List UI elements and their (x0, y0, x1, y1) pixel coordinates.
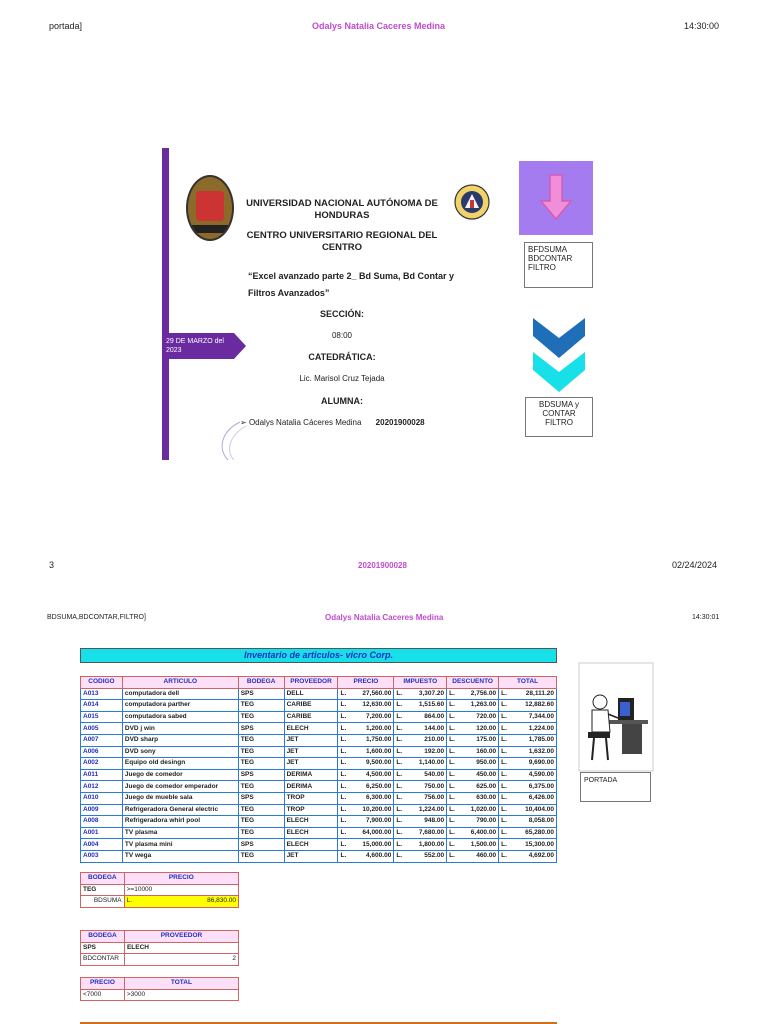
cell-articulo[interactable]: computadora dell (122, 688, 238, 700)
table-row[interactable] (81, 816, 557, 828)
col-precio[interactable]: PRECIO (338, 677, 394, 689)
chevron-down-icon[interactable] (533, 318, 585, 392)
cell-total[interactable]: 1,632.00 (508, 746, 557, 758)
cell-precio[interactable]: 1,200.00 (347, 723, 394, 735)
cell-currency: L. (394, 688, 403, 700)
cell-currency: L. (394, 723, 403, 735)
cell-descuento[interactable]: 120.00 (456, 723, 499, 735)
cell-currency: L. (447, 839, 456, 851)
cell-articulo[interactable]: DVD sharp (122, 734, 238, 746)
cell-articulo[interactable]: Juego de comedor (122, 769, 238, 781)
page1-header-author: Odalys Natalia Caceres Medina (312, 21, 446, 31)
bdsuma-text-box[interactable]: BDSUMA y CONTAR FILTRO (525, 397, 593, 437)
cell-codigo[interactable]: A008 (81, 816, 123, 828)
cell-articulo[interactable]: Refrigeradora General electric (122, 804, 238, 816)
cell-descuento[interactable]: 625.00 (456, 781, 499, 793)
cell-currency: L. (447, 688, 456, 700)
cell-bodega[interactable]: TEG (238, 700, 284, 712)
table-row[interactable] (81, 746, 557, 758)
cur-logo-icon (452, 182, 492, 222)
cell-impuesto[interactable]: 210.00 (403, 734, 447, 746)
cell-currency: L. (394, 839, 403, 851)
cell-total[interactable]: 28,111.20 (508, 688, 557, 700)
cell-descuento[interactable]: 1,263.00 (456, 700, 499, 712)
table-row[interactable] (81, 804, 557, 816)
cover-university: UNIVERSIDAD NACIONAL AUTÓNOMA DE HONDURAS (246, 198, 438, 221)
cell-currency: L. (338, 816, 347, 828)
table-row[interactable] (81, 734, 557, 746)
cell-bodega[interactable]: TEG (238, 711, 284, 723)
cell-proveedor[interactable]: DERIMA (284, 769, 338, 781)
leaf-decoration-icon (210, 420, 250, 460)
cell-currency: L. (499, 769, 508, 781)
cell-bodega[interactable]: SPS (238, 688, 284, 700)
cell-bodega[interactable]: SPS (238, 792, 284, 804)
crit1-value-bodega[interactable]: TEG (81, 884, 125, 896)
cell-currency: L. (499, 688, 508, 700)
cell-bodega[interactable]: SPS (238, 769, 284, 781)
cell-codigo[interactable]: A013 (81, 688, 123, 700)
cell-codigo[interactable]: A001 (81, 827, 123, 839)
cell-impuesto[interactable]: 3,307.20 (403, 688, 447, 700)
cell-bodega[interactable]: TEG (238, 758, 284, 770)
cell-currency: L. (338, 746, 347, 758)
crit3-header-total[interactable]: TOTAL (124, 978, 238, 990)
cell-precio[interactable]: 9,500.00 (347, 758, 394, 770)
cell-bodega[interactable]: TEG (238, 734, 284, 746)
cell-total[interactable]: 65,280.00 (508, 827, 557, 839)
cell-descuento[interactable]: 160.00 (456, 746, 499, 758)
cell-currency: L. (394, 827, 403, 839)
cell-articulo[interactable]: computadora sabed (122, 711, 238, 723)
cell-precio[interactable]: 6,300.00 (347, 792, 394, 804)
cell-total[interactable]: 4,590.00 (508, 769, 557, 781)
cell-currency: L. (394, 711, 403, 723)
crit1-value-precio[interactable]: >=10000 (124, 884, 238, 896)
bdsuma-result[interactable]: 86,830.00 (134, 896, 238, 908)
cell-descuento[interactable]: 450.00 (456, 769, 499, 781)
cell-currency: L. (338, 769, 347, 781)
down-arrow-icon (519, 161, 593, 235)
cell-currency: L. (338, 850, 347, 862)
cell-impuesto[interactable]: 864.00 (403, 711, 447, 723)
bdsuma-criteria-table (80, 872, 239, 908)
crit3-value-precio[interactable]: <7000 (81, 989, 125, 1001)
cover-alumna-name: Odalys Natalia Cáceres Medina (248, 418, 362, 427)
cell-total[interactable]: 9,690.00 (508, 758, 557, 770)
cell-proveedor[interactable]: ELECH (284, 723, 338, 735)
university-seal-logo (186, 175, 234, 241)
table-row[interactable] (81, 688, 557, 700)
cell-articulo[interactable]: TV wega (122, 850, 238, 862)
cell-impuesto[interactable]: 192.00 (403, 746, 447, 758)
cell-articulo[interactable]: TV plasma (122, 827, 238, 839)
cell-bodega[interactable]: TEG (238, 827, 284, 839)
cell-impuesto[interactable]: 144.00 (403, 723, 447, 735)
cell-articulo[interactable]: computadora parther (122, 700, 238, 712)
crit1-header-precio[interactable]: PRECIO (124, 873, 238, 885)
cell-impuesto[interactable]: 756.00 (403, 792, 447, 804)
cell-descuento[interactable]: 1,500.00 (456, 839, 499, 851)
cell-total[interactable]: 6,375.00 (508, 781, 557, 793)
cell-currency: L. (338, 700, 347, 712)
cell-impuesto[interactable]: 750.00 (403, 781, 447, 793)
cell-currency: L. (499, 711, 508, 723)
cell-total[interactable]: 1,224.00 (508, 723, 557, 735)
cell-total[interactable]: 10,404.00 (508, 804, 557, 816)
cell-descuento[interactable]: 2,756.00 (456, 688, 499, 700)
page1-footer-date: 02/24/2024 (672, 560, 718, 570)
cell-bodega[interactable]: TEG (238, 850, 284, 862)
filter-criteria-table (80, 977, 239, 1001)
cell-currency: L. (499, 792, 508, 804)
page1-footer-id: 20201900028 (358, 561, 407, 570)
cell-codigo[interactable]: A005 (81, 723, 123, 735)
cell-impuesto[interactable]: 948.00 (403, 816, 447, 828)
cell-total[interactable]: 8,058.00 (508, 816, 557, 828)
bdcontar-label: BDCONTAR (81, 954, 125, 966)
bdsuma-currency: L. (124, 896, 134, 908)
cell-currency: L. (447, 827, 456, 839)
cell-precio[interactable]: 7,200.00 (347, 711, 394, 723)
crit2-value-proveedor[interactable]: ELECH (124, 942, 238, 954)
cell-precio[interactable]: 7,900.00 (347, 816, 394, 828)
cover-date-tag: 29 DE MARZO del 2023 (162, 333, 234, 359)
cell-currency: L. (499, 781, 508, 793)
cell-currency: L. (499, 816, 508, 828)
crit2-value-bodega[interactable]: SPS (81, 942, 125, 954)
cell-currency: L. (447, 804, 456, 816)
cover-seccion-value: 08:00 (331, 331, 353, 340)
cell-total[interactable]: 6,426.00 (508, 792, 557, 804)
cell-currency: L. (447, 746, 456, 758)
cell-currency: L. (499, 746, 508, 758)
cell-currency: L. (447, 769, 456, 781)
cell-codigo[interactable]: A014 (81, 700, 123, 712)
cell-proveedor[interactable]: ELECH (284, 839, 338, 851)
cell-currency: L. (447, 781, 456, 793)
cell-impuesto[interactable]: 1,515.60 (403, 700, 447, 712)
cell-precio[interactable]: 27,560.00 (347, 688, 394, 700)
arrow-shape-box[interactable] (519, 161, 593, 235)
cell-currency: L. (499, 850, 508, 862)
cell-currency: L. (394, 700, 403, 712)
table-row[interactable] (81, 700, 557, 712)
cell-precio[interactable]: 1,750.00 (347, 734, 394, 746)
table-row[interactable] (81, 711, 557, 723)
cell-codigo[interactable]: A004 (81, 839, 123, 851)
arrow-bullet-icon: ➢ (240, 418, 247, 427)
cell-articulo[interactable]: Refrigeradora whirl pool (122, 816, 238, 828)
cell-descuento[interactable]: 720.00 (456, 711, 499, 723)
cell-proveedor[interactable]: DELL (284, 688, 338, 700)
cell-proveedor[interactable]: TROP (284, 792, 338, 804)
cell-currency: L. (499, 827, 508, 839)
table-row[interactable] (81, 781, 557, 793)
cell-proveedor[interactable]: JET (284, 758, 338, 770)
cell-proveedor[interactable]: DERIMA (284, 781, 338, 793)
cell-precio[interactable]: 4,600.00 (347, 850, 394, 862)
cell-currency: L. (499, 839, 508, 851)
table-row[interactable] (81, 850, 557, 862)
cell-impuesto[interactable]: 540.00 (403, 769, 447, 781)
cell-proveedor[interactable]: JET (284, 850, 338, 862)
cell-currency: L. (338, 804, 347, 816)
cover-alumna-id: 20201900028 (375, 418, 425, 427)
cell-codigo[interactable]: A010 (81, 792, 123, 804)
cell-codigo[interactable]: A002 (81, 758, 123, 770)
crit3-header-precio[interactable]: PRECIO (81, 978, 125, 990)
cell-impuesto[interactable]: 552.00 (403, 850, 447, 862)
cell-codigo[interactable]: A015 (81, 711, 123, 723)
cell-codigo[interactable]: A012 (81, 781, 123, 793)
cell-proveedor[interactable]: CARIBE (284, 711, 338, 723)
cell-proveedor[interactable]: ELECH (284, 827, 338, 839)
bdcontar-result[interactable]: 2 (124, 954, 238, 966)
cell-bodega[interactable]: TEG (238, 781, 284, 793)
table-row[interactable] (81, 792, 557, 804)
cell-currency: L. (338, 781, 347, 793)
crit2-header-proveedor[interactable]: PROVEEDOR (124, 931, 238, 943)
table-row[interactable] (81, 758, 557, 770)
cell-currency: L. (394, 734, 403, 746)
cell-currency: L. (338, 827, 347, 839)
cell-proveedor[interactable]: ELECH (284, 816, 338, 828)
cell-articulo[interactable]: TV plasma mini (122, 839, 238, 851)
cell-proveedor[interactable]: JET (284, 746, 338, 758)
cell-currency: L. (499, 804, 508, 816)
cell-descuento[interactable]: 175.00 (456, 734, 499, 746)
cell-descuento[interactable]: 790.00 (456, 816, 499, 828)
cell-articulo[interactable]: Equipo old desingn (122, 758, 238, 770)
col-total[interactable]: TOTAL (499, 677, 557, 689)
table-row[interactable] (81, 769, 557, 781)
inventory-table (80, 676, 557, 863)
cell-currency: L. (394, 781, 403, 793)
cell-currency: L. (394, 792, 403, 804)
cell-currency: L. (338, 792, 347, 804)
cell-impuesto[interactable]: 1,140.00 (403, 758, 447, 770)
cell-codigo[interactable]: A006 (81, 746, 123, 758)
cell-precio[interactable]: 4,500.00 (347, 769, 394, 781)
cell-bodega[interactable]: TEG (238, 804, 284, 816)
crit2-header-bodega[interactable]: BODEGA (81, 931, 125, 943)
cell-currency: L. (447, 816, 456, 828)
page2-header-time: 14:30:01 (692, 614, 720, 621)
cell-currency: L. (447, 700, 456, 712)
cell-articulo[interactable]: DVD sony (122, 746, 238, 758)
bdsuma-label: BDSUMA (81, 896, 125, 908)
cell-total[interactable]: 12,882.60 (508, 700, 557, 712)
cell-codigo[interactable]: A003 (81, 850, 123, 862)
cell-articulo[interactable]: DVD j win (122, 723, 238, 735)
cell-currency: L. (394, 850, 403, 862)
page1-footer-page: 3 (49, 560, 55, 570)
cell-descuento[interactable]: 6,400.00 (456, 827, 499, 839)
cell-impuesto[interactable]: 7,680.00 (403, 827, 447, 839)
bdcontar-criteria-table (80, 930, 239, 966)
cell-precio[interactable]: 1,600.00 (347, 746, 394, 758)
cover-catedratica-label: CATEDRÁTICA: (308, 352, 376, 362)
col-descuento[interactable]: DESCUENTO (447, 677, 499, 689)
cover-alumna-line (240, 418, 425, 427)
page2-header-left: BDSUMA,BDCONTAR,FILTRO] (47, 614, 146, 621)
cell-currency: L. (338, 758, 347, 770)
cell-currency: L. (394, 769, 403, 781)
col-articulo[interactable]: ARTICULO (122, 677, 238, 689)
cover-seccion-label: SECCIÓN: (319, 309, 364, 319)
cell-currency: L. (499, 758, 508, 770)
cell-bodega[interactable]: SPS (238, 839, 284, 851)
cell-total[interactable]: 1,785.00 (508, 734, 557, 746)
col-proveedor[interactable]: PROVEEDOR (284, 677, 338, 689)
cover-center: CENTRO UNIVERSITARIO REGIONAL DEL CENTRO (246, 230, 438, 253)
cell-currency: L. (394, 804, 403, 816)
portada-text-box[interactable]: PORTADA (580, 772, 651, 802)
crit1-header-bodega[interactable]: BODEGA (81, 873, 125, 885)
cell-currency: L. (447, 711, 456, 723)
cell-currency: L. (338, 723, 347, 735)
cell-articulo[interactable]: Juego de mueble sala (122, 792, 238, 804)
office-worker-clipart (578, 662, 654, 772)
cell-impuesto[interactable]: 1,800.00 (403, 839, 447, 851)
cell-precio[interactable]: 15,000.00 (347, 839, 394, 851)
cell-currency: L. (394, 746, 403, 758)
bfdsuma-text-box[interactable]: BFDSUMA BDCONTAR FILTRO (524, 242, 593, 288)
page1-header-time: 14:30:00 (684, 21, 720, 31)
cell-currency: L. (394, 816, 403, 828)
cell-currency: L. (338, 734, 347, 746)
cell-currency: L. (499, 700, 508, 712)
cell-precio[interactable]: 6,250.00 (347, 781, 394, 793)
cell-currency: L. (447, 734, 456, 746)
inventory-title: Inventario de articulos- vicro Corp. (80, 648, 557, 663)
col-bodega[interactable]: BODEGA (238, 677, 284, 689)
cell-descuento[interactable]: 630.00 (456, 792, 499, 804)
cell-currency: L. (447, 792, 456, 804)
cell-codigo[interactable]: A007 (81, 734, 123, 746)
page2-header-author: Odalys Natalia Caceres Medina (325, 613, 444, 622)
col-impuesto[interactable]: IMPUESTO (394, 677, 447, 689)
cell-currency: L. (447, 723, 456, 735)
cell-impuesto[interactable]: 1,224.00 (403, 804, 447, 816)
cell-precio[interactable]: 64,000.00 (347, 827, 394, 839)
cell-codigo[interactable]: A011 (81, 769, 123, 781)
cell-total[interactable]: 4,692.00 (508, 850, 557, 862)
cover-accent-bar (162, 148, 169, 460)
cover-alumna-label: ALUMNA: (321, 396, 363, 406)
cell-descuento[interactable]: 950.00 (456, 758, 499, 770)
table-row[interactable] (81, 723, 557, 735)
page1-header-left: portada] (49, 21, 83, 31)
cell-currency: L. (338, 839, 347, 851)
cover-topic: “Excel avanzado parte 2_ Bd Suma, Bd Contar y Filtros Avanzados” (248, 271, 455, 298)
cell-proveedor[interactable]: TROP (284, 804, 338, 816)
cell-precio[interactable]: 10,200.00 (347, 804, 394, 816)
cell-descuento[interactable]: 460.00 (456, 850, 499, 862)
cell-codigo[interactable]: A009 (81, 804, 123, 816)
cell-currency: L. (499, 734, 508, 746)
cover-catedratica-value: Lic. Marisol Cruz Tejada (299, 374, 385, 383)
cell-total[interactable]: 15,300.00 (508, 839, 557, 851)
cell-total[interactable]: 7,344.00 (508, 711, 557, 723)
cell-proveedor[interactable]: CARIBE (284, 700, 338, 712)
cell-currency: L. (394, 758, 403, 770)
cell-articulo[interactable]: Juego de comedor emperador (122, 781, 238, 793)
cell-bodega[interactable]: TEG (238, 746, 284, 758)
cell-descuento[interactable]: 1,020.00 (456, 804, 499, 816)
table-row[interactable] (81, 839, 557, 851)
cell-currency: L. (447, 758, 456, 770)
cell-proveedor[interactable]: JET (284, 734, 338, 746)
cell-bodega[interactable]: SPS (238, 723, 284, 735)
table-row[interactable] (81, 827, 557, 839)
cell-currency: L. (338, 688, 347, 700)
cell-currency: L. (499, 723, 508, 735)
cell-currency: L. (338, 711, 347, 723)
cell-currency: L. (447, 850, 456, 862)
cell-bodega[interactable]: TEG (238, 816, 284, 828)
col-codigo[interactable]: CODIGO (81, 677, 123, 689)
cell-precio[interactable]: 12,630.00 (347, 700, 394, 712)
crit3-value-total[interactable]: >3000 (124, 989, 238, 1001)
inventory-header-row (81, 677, 557, 689)
